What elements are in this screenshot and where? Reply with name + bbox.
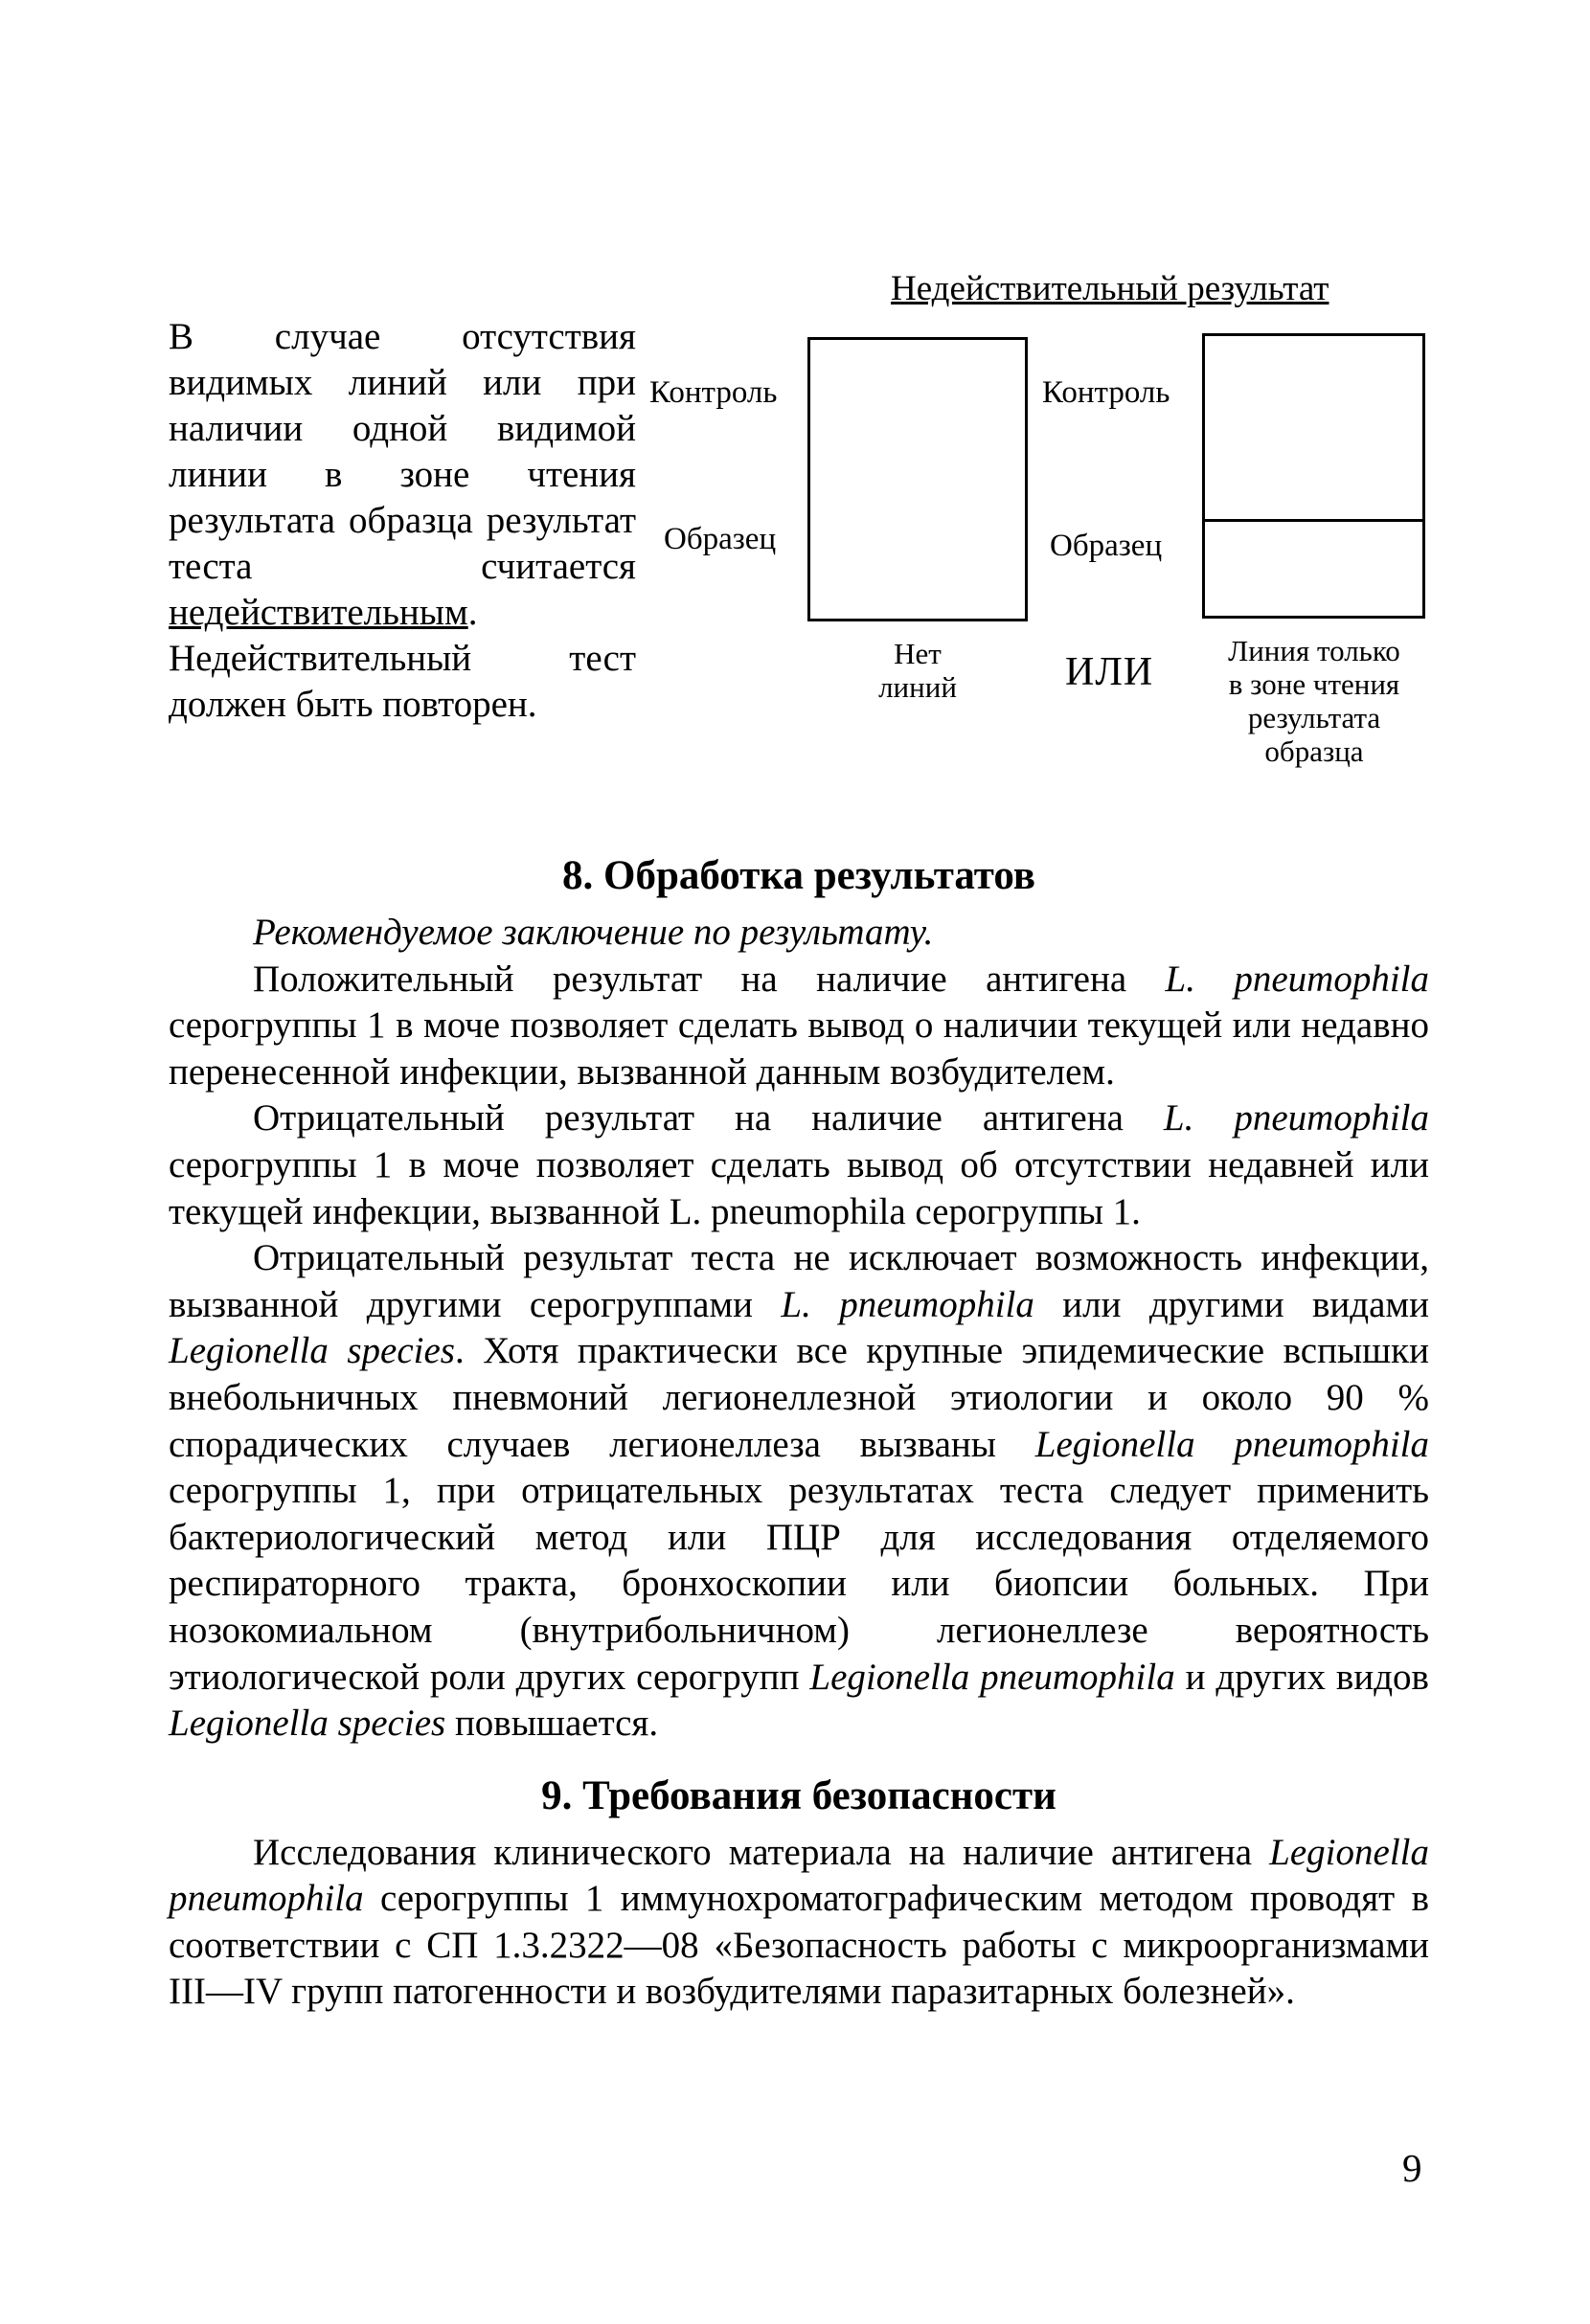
intro-invalid-word: недействительным	[169, 592, 468, 633]
panel2-control-label: Контроль	[1042, 375, 1170, 410]
sample-only-caption-line: в зоне чтения	[1228, 667, 1400, 701]
species-name: Legionella species	[169, 1330, 455, 1372]
sample-zone-line	[1202, 519, 1425, 522]
no-lines-caption	[851, 637, 985, 704]
sample-only-caption-line: образца	[1264, 734, 1364, 768]
positive-result-paragraph	[169, 957, 1429, 1096]
sample-only-caption-line: Линия только	[1228, 634, 1400, 667]
text-run: Положительный результат на наличие антигена	[253, 958, 1166, 1000]
intro-text-after: . Недействительный тест должен быть повторен.	[169, 592, 636, 725]
species-name: Legionella pneumophila	[169, 1831, 1429, 1920]
text-run: серогруппы 1 иммунохроматографическим методом проводят в соответствии с СП 1.3.2322—08 «Безопасность работы с микроорганизмами III—IV групп патогенности и возбудителями паразитарных болезней».	[169, 1878, 1429, 2013]
panel2-sample-label: Образец	[1050, 529, 1163, 563]
text-run: серогруппы 1, при отрицательных результатах теста следует применить бактериологический метод или ПЦР для исследования отделяемого респираторного тракта, бронхоскопии или биопсии больных. При нозокомиальном (внутрибольничном) легионеллезе вероятность этиологической роли других серогрупп	[169, 1470, 1429, 1698]
sample-only-caption	[1209, 634, 1420, 768]
section-gap	[169, 1748, 1429, 1763]
no-lines-caption-line: линий	[878, 670, 957, 704]
negative-test-limitations-paragraph	[169, 1235, 1429, 1748]
text-run: и других видов	[1174, 1656, 1429, 1698]
page-number: 9	[1402, 2146, 1422, 2190]
species-name: L. pneumophila	[1163, 1097, 1429, 1139]
test-window-sample-line-only	[1202, 333, 1425, 619]
test-window-no-lines	[807, 337, 1028, 621]
section-8-heading: 8. Обработка результатов	[562, 853, 1035, 898]
text-run: серогруппы 1 в моче позволяет сделать вывод о наличии текущей или недавно перенесенной инфекции, вызванной данным возбудителем.	[169, 1004, 1429, 1093]
section-9-heading: 9. Требования безопасности	[541, 1772, 1056, 1818]
species-name: Legionella pneumophila	[809, 1656, 1175, 1698]
recommended-conclusion-note: Рекомендуемое заключение по результату.	[253, 912, 934, 953]
text-run: серогруппы 1 в моче позволяет сделать вывод об отсутствии недавней или текущей инфекции, вызванной L. pneumophila серогруппы 1.	[169, 1143, 1429, 1232]
panel1-control-label: Контроль	[649, 375, 778, 410]
or-label: ИЛИ	[1065, 650, 1154, 694]
diagram-title: Недействительный результат	[891, 269, 1329, 308]
text-run: повышается.	[445, 1703, 659, 1745]
species-name: L. pneumophila	[1165, 958, 1429, 1000]
text-run: . Хотя практически все крупные эпидемические вспышки внебольничных пневмоний легионеллезной этиологии и около 90 % спорадических случаев легионеллеза вызваны	[169, 1330, 1429, 1465]
intro-text-before: В случае отсутствия видимых линий или при наличии одной видимой линии в зоне чтения результата образца результат теста считается	[169, 316, 636, 587]
species-name: Legionella pneumophila	[1034, 1423, 1429, 1465]
text-run: Отрицательный результат на наличие антигена	[253, 1097, 1164, 1139]
sample-only-caption-line: результата	[1247, 701, 1381, 734]
safety-requirements-paragraph	[169, 1830, 1429, 2016]
species-name: Legionella species	[169, 1703, 446, 1745]
species-name: L. pneumophila	[781, 1283, 1034, 1325]
text-run: или другими видами	[1034, 1283, 1429, 1325]
document-body	[169, 843, 1429, 2016]
invalid-result-description	[169, 314, 636, 728]
text-run: Исследования клинического материала на наличие антигена	[253, 1831, 1270, 1873]
text-run: Отрицательный результат теста не исключает возможность инфекции, вызванной другими серогруппами	[169, 1237, 1429, 1325]
no-lines-caption-line: Нет	[894, 637, 942, 670]
negative-result-paragraph	[169, 1095, 1429, 1235]
panel1-sample-label: Образец	[664, 522, 777, 556]
